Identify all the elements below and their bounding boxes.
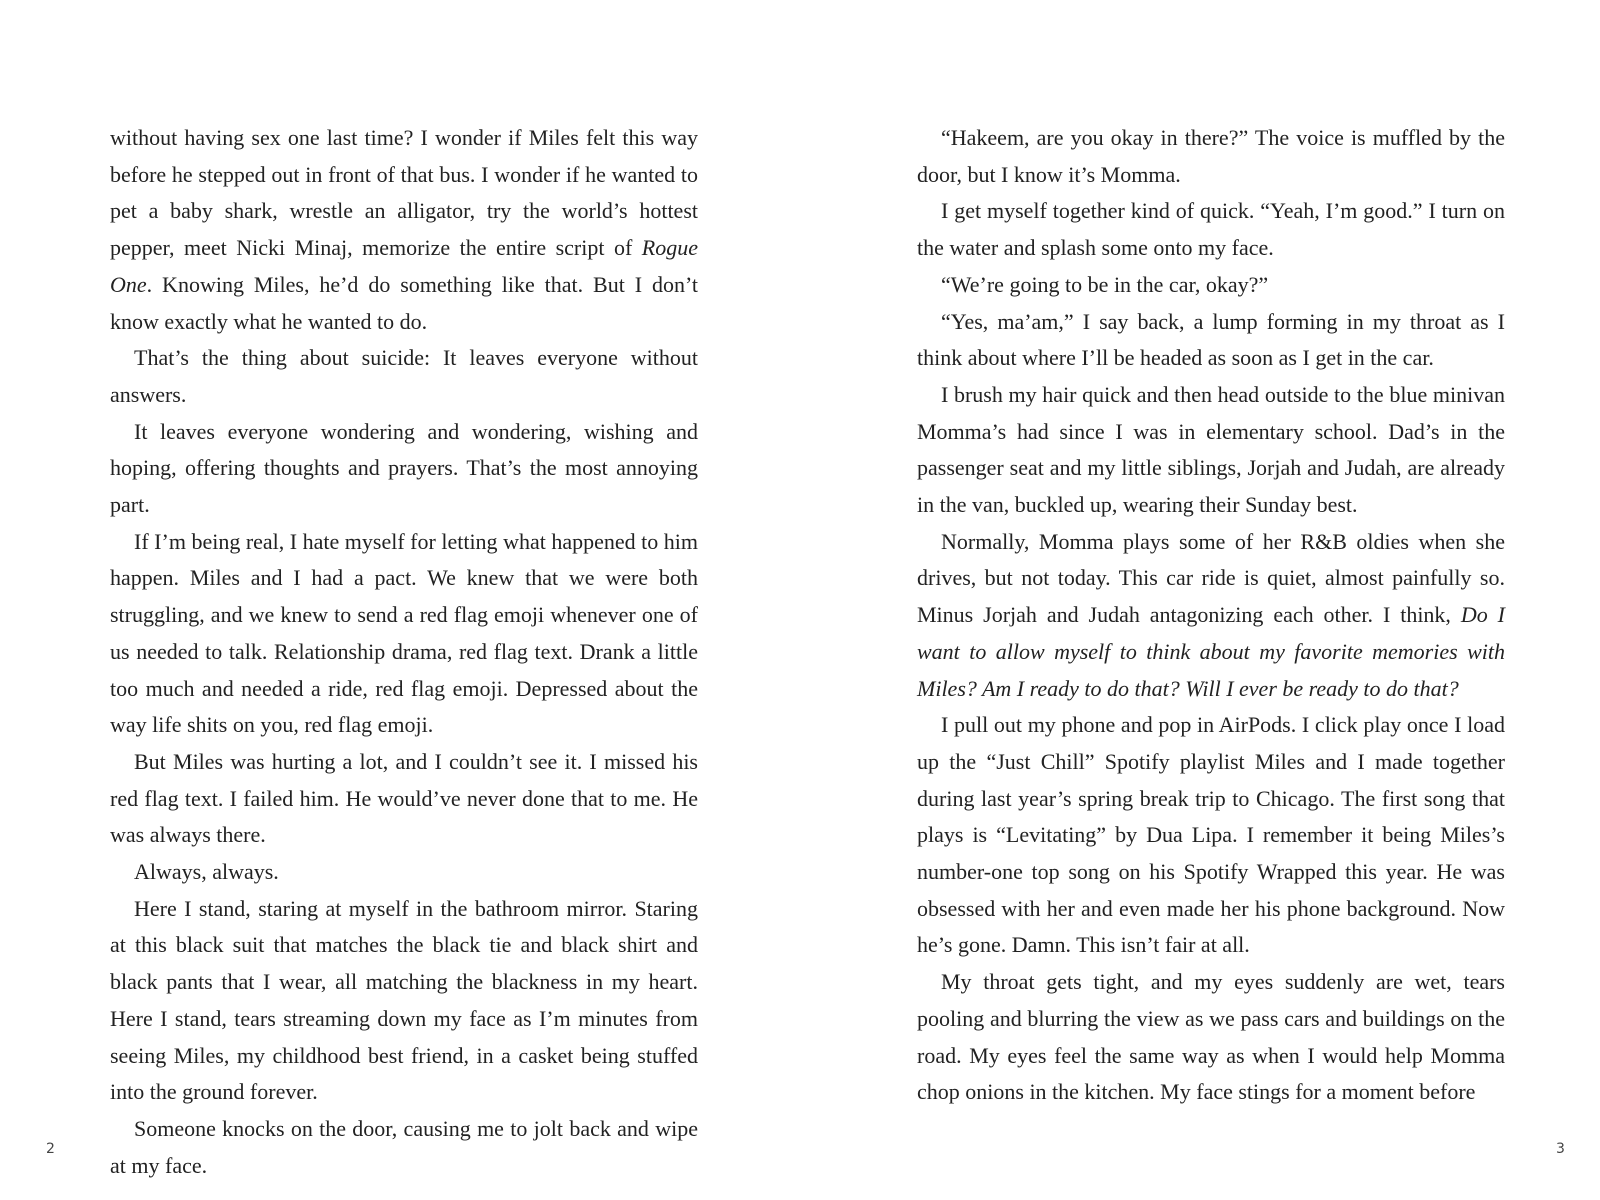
text-segment: without having sex one last time? I wonder if Miles felt this way before he stepped out in front of that bus. I wonder if he wanted to pet a baby shark, wrestle an alligator, try the world’s hottest pepper, meet Nicki Minaj, memorize the entire script of bbox=[110, 125, 698, 261]
page-number-right: 3 bbox=[1556, 1141, 1565, 1157]
paragraph: “We’re going to be in the car, okay?” bbox=[941, 271, 1269, 297]
paragraph bbox=[110, 120, 698, 340]
paragraph: “Hakeem, are you okay in there?” The voice is muffled by the door, but I know it’s Momma. bbox=[917, 125, 1505, 187]
left-page-text bbox=[110, 120, 698, 1184]
paragraph: I get myself together kind of quick. “Yeah, I’m good.” I turn on the water and splash some onto my face. bbox=[917, 198, 1505, 261]
paragraph: That’s the thing about suicide: It leaves everyone without answers. bbox=[110, 345, 698, 407]
italic-inner-thought: Do I want to allow myself to think about my favorite memories with Miles? Am I ready to do that? Will I ever be ready to do that? bbox=[917, 602, 1505, 701]
paragraph: Someone knocks on the door, causing me to jolt back and wipe at my face. bbox=[110, 1115, 698, 1178]
italic-book-title: Rogue One bbox=[110, 235, 698, 297]
paragraph: But Miles was hurting a lot, and I couldn’t see it. I missed his red flag text. I failed him. He would’ve never done that to me. He was always there. bbox=[110, 748, 698, 848]
text-segment: Normally, Momma plays some of her R&B oldies when she drives, but not today. This car ride is quiet, almost painfully so. Minus Jorjah and Judah antagonizing each other. I think, bbox=[917, 528, 1505, 628]
page-number-left: 2 bbox=[46, 1141, 55, 1157]
paragraph: “Yes, ma’am,” I say back, a lump forming in my throat as I think about where I’ll be headed as soon as I get in the car. bbox=[917, 308, 1505, 371]
paragraph: My throat gets tight, and my eyes suddenly are wet, tears pooling and blurring the view as we pass cars and buildings on the road. My eyes feel the same way as when I would help Momma chop onions in the kitchen. My face stings for a moment before bbox=[917, 969, 1505, 1105]
text-segment: . Knowing Miles, he’d do something like that. But I don’t know exactly what he wanted to do. bbox=[110, 271, 698, 334]
paragraph: It leaves everyone wondering and wondering, wishing and hoping, offering thoughts and prayers. That’s the most annoying part. bbox=[110, 418, 698, 518]
right-page-text bbox=[917, 120, 1505, 1111]
paragraph: Here I stand, staring at myself in the bathroom mirror. Staring at this black suit that matches the black tie and black shirt and black pants that I wear, all matching the blackness in my heart. Here I stand, tears streaming down my face as I’m minutes from seeing Miles, my childhood best friend, in a casket being stuffed into the ground forever. bbox=[110, 895, 698, 1105]
paragraph bbox=[917, 524, 1505, 708]
paragraph: Always, always. bbox=[134, 859, 279, 885]
paragraph: I pull out my phone and pop in AirPods. I click play once I load up the “Just Chill” Spotify playlist Miles and I made together during last year’s spring break trip to Chicago. The first song that plays is “Levitating” by Dua Lipa. I remember it being Miles’s number-one top song on his Spotify Wrapped this year. He was obsessed with her and even made her his phone background. Now he’s gone. Damn. This isn’t fair at all. bbox=[917, 712, 1505, 958]
paragraph: If I’m being real, I hate myself for letting what happened to him happen. Miles and I had a pact. We knew that we were both struggling, and we knew to send a red flag emoji whenever one of us needed to talk. Relationship drama, red flag text. Drank a little too much and needed a ride, red flag emoji. Depressed about the way life shits on you, red flag emoji. bbox=[110, 528, 698, 738]
paragraph: I brush my hair quick and then head outside to the blue minivan Momma’s had since I was in elementary school. Dad’s in the passenger seat and my little siblings, Jorjah and Judah, are already in the van, buckled up, wearing their Sunday best. bbox=[917, 381, 1505, 518]
